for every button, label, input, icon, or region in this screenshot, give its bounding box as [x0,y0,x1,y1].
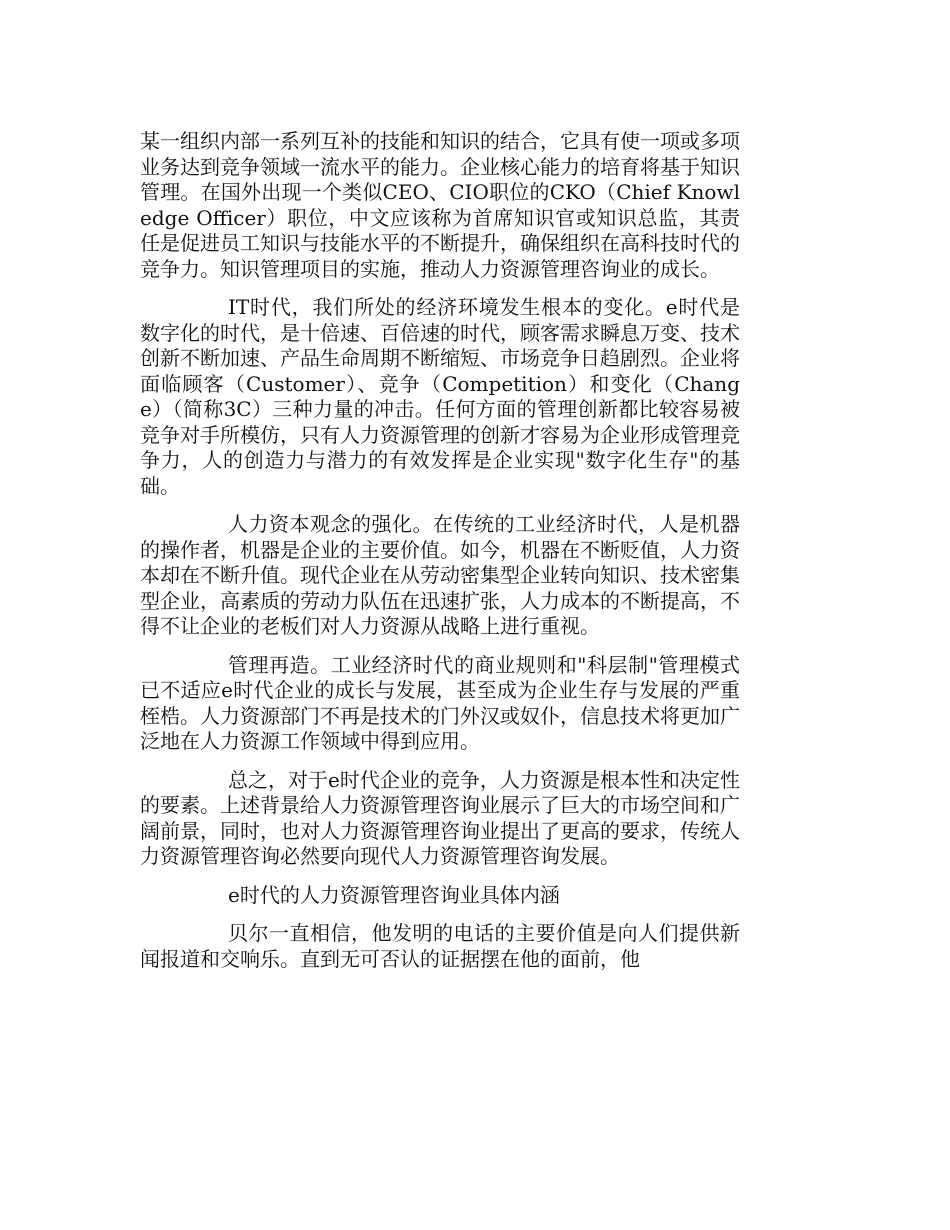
paragraph-conclusion: 总之，对于e时代企业的竞争，人力资源是根本性和决定性的要素。上述背景给人力资源管理咨询业展示了巨大的市场空间和广阔前景，同时，也对人力资源管理咨询业提出了更高的要求，传统人力资源管理咨询必然要向现代人力资源管理咨询发展。 [140,767,740,868]
section-heading: e时代的人力资源管理咨询业具体内涵 [228,882,560,907]
paragraph-bell-telephone: 贝尔一直相信，他发明的电话的主要价值是向人们提供新闻报道和交响乐。直到无可否认的证据摆在他的面前，他 [140,921,740,971]
paragraph-it-era: IT时代，我们所处的经济环境发生根本的变化。e时代是数字化的时代，是十倍速、百倍速的时代，顾客需求瞬息万变、技术创新不断加速、产品生命周期不断缩短、市场竞争日趋剧烈。企业将面临顾客（Customer）、竞争（Competition）和变化（Change）（简称3C）三种力量的冲击。任何方面的管理创新都比较容易被竞争对手所模仿，只有人力资源管理的创新才容易为企业形成管理竞争力，人的创造力与潜力的有效发挥是企业实现"数字化生存"的基础。 [140,295,740,498]
paragraph-human-capital: 人力资本观念的强化。在传统的工业经济时代，人是机器的操作者，机器是企业的主要价值。如今，机器在不断贬值，人力资本却在不断升值。现代企业在从劳动密集型企业转向知识、技术密集型企业，高素质的劳动力队伍在迅速扩张，人力成本的不断提高，不得不让企业的老板们对人力资源从战略上进行重视。 [140,512,740,638]
paragraph-knowledge-management: 某一组织内部一系列互补的技能和知识的结合，它具有使一项或多项业务达到竞争领域一流水平的能力。企业核心能力的培育将基于知识管理。在国外出现一个类似CEO、CIO职位的CKO（Chief Knowledge Officer）职位，中文应该称为首席知识官或知识总监，其责任是促进员工知识与技能水平的不断提升，确保组织在高科技时代的竞争力。知识管理项目的实施，推动人力资源管理咨询业的成长。 [140,129,740,281]
paragraph-management-reengineering: 管理再造。工业经济时代的商业规则和"科层制"管理模式已不适应e时代企业的成长与发展，甚至成为企业生存与发展的严重桎梏。人力资源部门不再是技术的门外汉或奴仆，信息技术将更加广泛地在人力资源工作领域中得到应用。 [140,652,740,753]
document-page [140,129,740,985]
